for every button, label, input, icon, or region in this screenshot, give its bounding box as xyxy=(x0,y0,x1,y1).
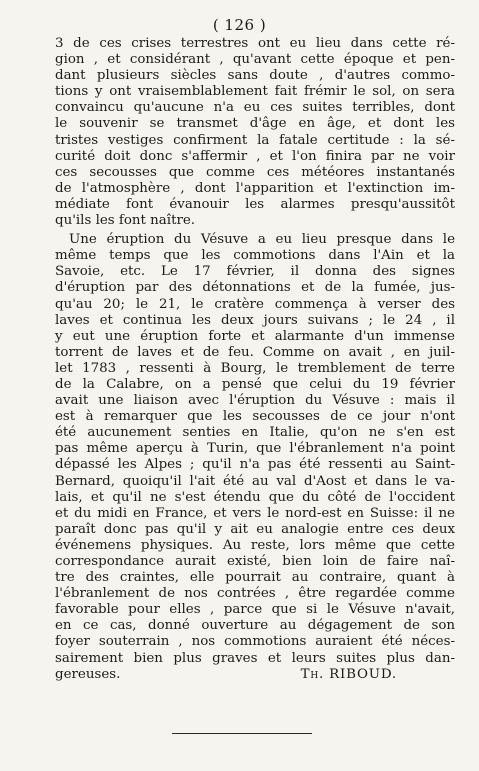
text-line: tristes vestiges confirment la fatale certitude : la sé- xyxy=(55,132,455,148)
text-line: convaincu qu'aucune n'a eu ces suites terribles, dont xyxy=(55,100,455,116)
page-number: ( 126 ) xyxy=(212,16,267,34)
text-line: qu'ils les font naître. xyxy=(55,213,196,229)
closing-text: gereuses. xyxy=(55,666,121,682)
text-line: l'ébranlement de nos contrées , être regardée comme xyxy=(55,586,455,602)
text-line: même temps que les commotions dans l'Ain et la xyxy=(55,248,455,264)
text-line: laves et continua les deux jours suivans ; le 24 , il xyxy=(55,312,455,328)
text-line: tions y ont vraisemblablement fait frémir le sol, on sera xyxy=(55,84,455,100)
body-text xyxy=(55,36,455,683)
signature-line xyxy=(55,667,455,683)
text-line: paraît donc pas qu'il y ait eu analogie entre ces deux xyxy=(55,521,455,537)
text-line: qu'au 20; le 21, le cratère commença à verser des xyxy=(55,296,455,312)
paragraph-1 xyxy=(55,36,455,229)
text-line: Savoie, etc. Le 17 février, il donna des signes xyxy=(55,264,455,280)
text-line: gion , et considérant , qu'avant cette époque et pen- xyxy=(55,52,455,68)
text-line: 3 de ces crises terrestres ont eu lieu dans cette ré- xyxy=(55,36,455,51)
text-line: dant plusieurs siècles sans doute , d'autres commo- xyxy=(55,68,455,84)
text-line: pas même aperçu à Turin, que l'ébranlement n'a point xyxy=(55,441,455,457)
text-line: curité doit donc s'affermir , et l'on finira par ne voir xyxy=(55,148,455,164)
paragraph-2 xyxy=(55,232,455,667)
text-line: correspondance aurait existé, bien loin de faire naî- xyxy=(55,554,455,569)
text-line: lais, et qu'il ne s'est étendu que du côté de l'occident xyxy=(55,489,455,505)
text-line: foyer souterrain , nos commotions auraient été néces- xyxy=(55,634,455,650)
text-line: de l'atmosphère , dont l'apparition et l'extinction im- xyxy=(55,180,455,196)
text-line: est à remarquer que les secousses de ce jour n'ont xyxy=(55,409,455,425)
text-line: ces secousses que comme ces météores instantanés xyxy=(55,164,455,180)
text-line: avait une liaison avec l'éruption du Vésuve : mais il xyxy=(55,393,455,409)
text-line: tre des craintes, elle pourrait au contraire, quant à xyxy=(55,570,455,586)
text-line: médiate font évanouir les alarmes presqu'aussitôt xyxy=(55,196,455,212)
text-line: en ce cas, donné ouverture au dégagement de son xyxy=(55,618,455,634)
text-line: y eut une éruption forte et alarmante d'un immense xyxy=(55,328,455,344)
text-line: le souvenir se transmet d'âge en âge, et dont les xyxy=(55,116,455,132)
text-line: let 1783 , ressenti à Bourg, le tremblement de terre xyxy=(55,360,455,376)
text-line: et du midi en France, et vers le nord-est en Suisse: il ne xyxy=(55,505,455,521)
text-line: sairement bien plus graves et leurs suites plus dan- xyxy=(55,650,455,666)
text-line: de la Calabre, on a pensé que celui du 19 février xyxy=(55,376,455,392)
text-line: Bernard, quoiqu'il l'ait été au val d'Aost et dans le va- xyxy=(55,473,455,489)
signature: Th. RIBOUD. xyxy=(300,666,397,682)
closing-rule xyxy=(172,733,312,734)
text-line: été aucunement senties en Italie, qu'on ne s'en est xyxy=(55,425,455,441)
text-line: favorable pour elles , parce que si le Vésuve n'avait, xyxy=(55,602,455,618)
text-line: dépassé les Alpes ; qu'il n'a pas été ressenti au Saint- xyxy=(55,457,455,473)
text-line: Une éruption du Vésuve a eu lieu presque dans le xyxy=(69,232,455,248)
text-line: d'éruption par des détonnations et de la fumée, jus- xyxy=(55,280,455,296)
text-line: torrent de laves et de feu. Comme on avait , en juil- xyxy=(55,344,455,360)
text-line: événemens physiques. Au reste, lors même que cette xyxy=(55,537,455,553)
